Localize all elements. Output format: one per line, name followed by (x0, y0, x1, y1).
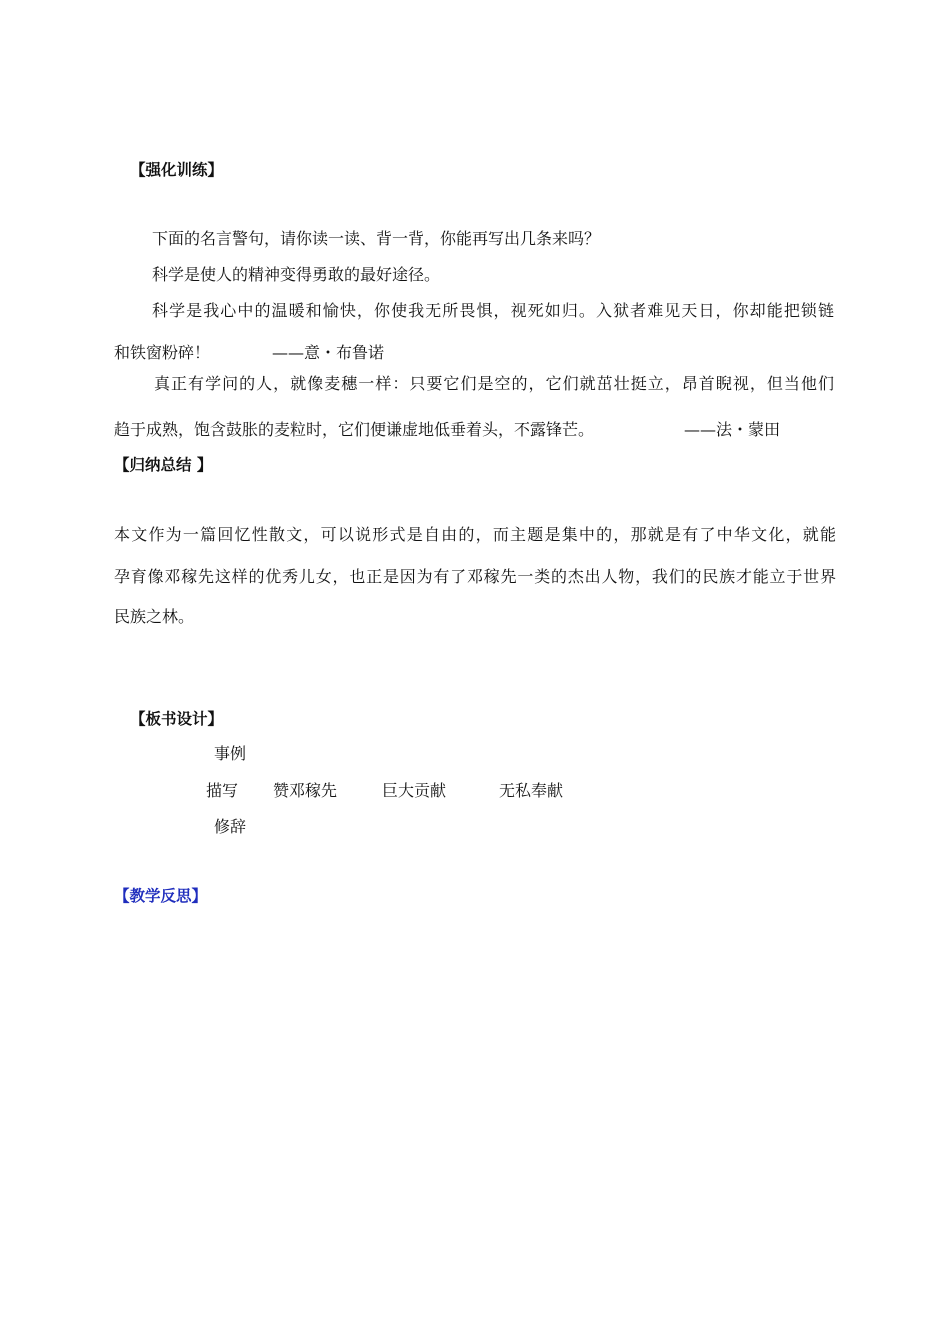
board-item-right: 无私奉献 (499, 781, 564, 800)
quote-1: 科学是使人的精神变得勇敢的最好途径。 (152, 265, 441, 284)
heading-fansi: 【教学反思】 (114, 887, 208, 905)
quote-3-author: ——法・蒙田 (684, 420, 781, 439)
heading-guina: 【归纳总结 】 (114, 456, 213, 474)
summary-line-2: 孕育像邓稼先这样的优秀儿女，也正是因为有了邓稼先一类的杰出人物，我们的民族才能立于世界 (114, 567, 836, 586)
heading-qianghua: 【强化训练】 (130, 161, 224, 179)
summary-line-3: 民族之林。 (114, 607, 195, 626)
quote-3-line-1: 真正有学问的人，就像麦穗一样：只要它们是空的，它们就茁壮挺立，昂首睨视，但当他们 (154, 374, 834, 393)
board-item-center: 赞邓稼先 (273, 781, 338, 800)
intro-text: 下面的名言警句，请你读一读、背一背，你能再写出几条来吗？ (152, 229, 601, 248)
board-item-mid: 巨大贡献 (382, 781, 447, 800)
heading-banshu: 【板书设计】 (130, 710, 224, 728)
board-item-top: 事例 (214, 744, 247, 763)
summary-line-1: 本文作为一篇回忆性散文，可以说形式是自由的，而主题是集中的，那就是有了中华文化，就能 (114, 525, 836, 544)
board-item-bottom: 修辞 (214, 817, 247, 836)
quote-3-line-2: 趋于成熟，饱含鼓胀的麦粒时，它们便谦虚地低垂着头，不露锋芒。 (114, 420, 595, 439)
quote-2-line-2: 和铁窗粉碎！ (114, 343, 211, 362)
quote-2-author: ——意・布鲁诺 (272, 343, 385, 362)
board-item-left: 描写 (206, 781, 239, 800)
quote-2-line-1: 科学是我心中的温暖和愉快，你使我无所畏惧，视死如归。入狱者难见天日，你却能把锁链 (152, 301, 834, 320)
